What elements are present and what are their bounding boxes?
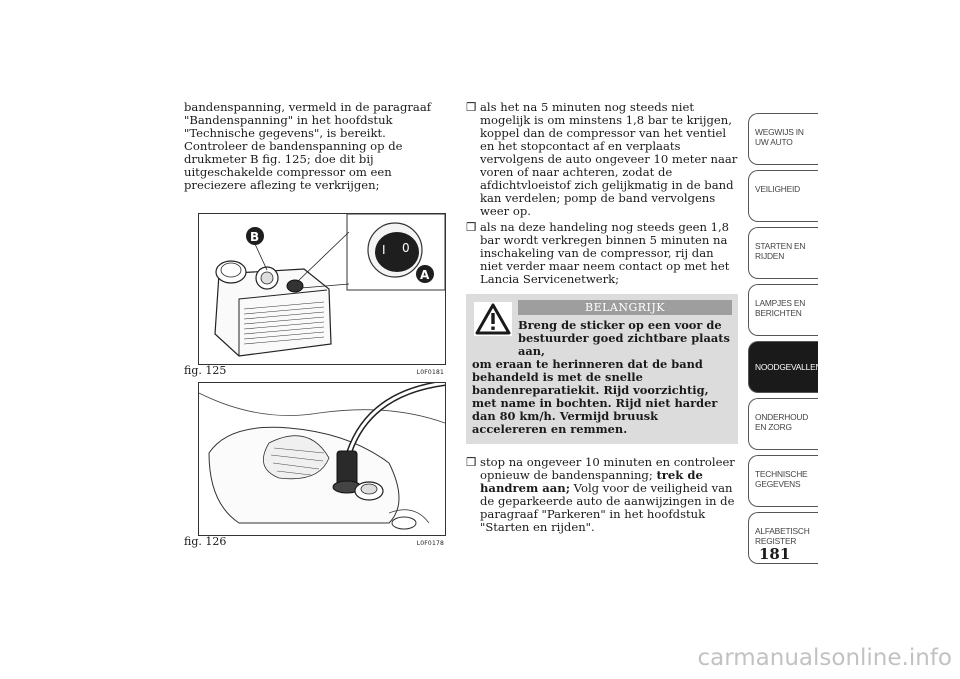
figure-125-frame [198,213,446,365]
bullet-1-text: als het na 5 minuten nog steeds niet mogelijk is om minstens 1,8 bar te krijgen, koppel dan de compressor van het ventiel en het stopcontact af en verplaats vervolgens de auto ongeveer 10 meter naar voren of naar achteren, zodat de afdichtvloeistof zich gelijkmatig in de band kan verdelen; pomp de band vervolgens weer op. [480,100,738,218]
socket-illustration [199,383,445,535]
chapter-tabs [748,113,822,569]
intro-paragraph: bandenspanning, vermeld in de paragraaf "Bandenspanning" in het hoofdstuk "Technische gegevens", is bereikt. Controleer de bandenspanning op de drukmeter B fig. 125; doe dit bij uitgeschakelde compressor om een preciezere aflezing te verkrijgen; [184,100,432,192]
figure-125 [184,213,446,377]
bullet-3-text-a: stop na ongeveer 10 minuten en controleer opnieuw de bandenspanning; [480,455,735,482]
bullet-item-3 [466,456,738,534]
callout-b: B [250,230,260,244]
warning-line-2: bestuurder goed zichtbare plaats aan, [518,331,730,358]
bullet-item-2 [466,221,738,286]
left-column [184,101,446,192]
figure-125-label: fig. 125 [184,364,227,377]
warning-triangle-icon [474,302,512,336]
bullet-mark: ❒ [466,455,477,469]
figure-126-code: L0F0178 [416,540,444,547]
bullet-mark: ❒ [466,100,477,114]
tab-onderhoud-en-zorg[interactable]: ONDERHOUD EN ZORG [748,398,818,450]
bullet-2-text: als na deze handeling nog steeds geen 1,8 bar wordt verkregen binnen 5 minuten na inschakeling van de compressor, rij dan niet verder maar neem contact op met het Lancia Servicenetwerk; [480,220,730,286]
warning-rest: om eraan te herinneren dat de band behandeld is met de snelle bandenreparatiekit. Rijd voorzichtig, met name in bochten. Rijd niet harder dan 80 km/h. Vermijd bruusk accelereren en remmen. [472,357,718,436]
warning-body [472,319,732,436]
figure-125-code: L0F0181 [416,369,444,376]
page-number: 181 [759,545,791,563]
warning-line-1: Breng de sticker op een voor de [518,318,722,332]
tab-technische-gegevens[interactable]: TECHNISCHE GEGEVENS [748,455,818,507]
figure-126-label: fig. 126 [184,535,227,548]
tab-alfabetisch-register[interactable]: ALFABETISCH REGISTER [748,512,818,564]
tab-wegwijs[interactable]: WEGWIJS IN UW AUTO [748,113,818,165]
tab-lampjes-en-berichten[interactable]: LAMPJES EN BERICHTEN [748,284,818,336]
switch-i-label: I [382,243,386,257]
warning-box [466,294,738,444]
tab-starten-en-rijden[interactable]: STARTEN EN RIJDEN [748,227,818,279]
switch-o-label: 0 [402,241,410,255]
warning-heading: BELANGRIJK [518,300,732,315]
callout-a: A [420,268,430,282]
tab-veiligheid[interactable]: VEILIGHEID [748,170,818,222]
right-column [466,101,738,537]
watermark: carmanualsonline.info [697,645,952,671]
bullet-3-text-b: Volg voor de veiligheid van de geparkeerde auto de aanwijzingen in de paragraaf "Parkeren" in het hoofdstuk "Starten en rijden". [480,481,735,534]
compressor-illustration [199,214,445,364]
figure-126-frame [198,382,446,536]
bullet-item-1 [466,101,738,218]
figure-126 [184,382,446,548]
bullet-3-bold: trek de handrem aan; [480,468,703,495]
bullet-mark: ❒ [466,220,477,234]
tab-noodgevallen[interactable]: NOODGEVALLEN [748,341,818,393]
